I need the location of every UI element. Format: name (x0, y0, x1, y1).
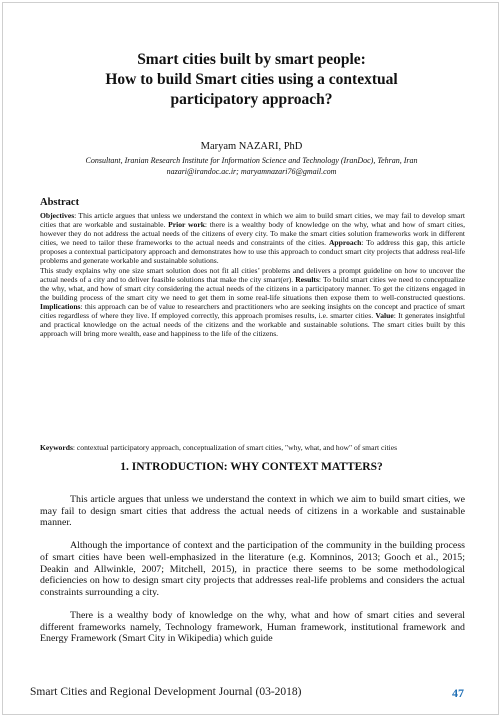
keywords (40, 443, 465, 452)
body-paragraph: Although the importance of context and the participation of the community in the building process of smart cities have been well-emphasized in the literature (e.g. Komninos, 2013; Gooch et al., 2015; Deakin and Allwinkle, 2007; Mitchell, 2015), in practice there seems to be some methodological deficiencies on how to design smart city projects that addresses real-life problems and considers the actual constraints surrounding a city. (40, 540, 465, 598)
abstract-label: Results (295, 274, 319, 284)
abstract-body (40, 211, 465, 338)
abstract-label: Objectives (40, 211, 75, 220)
section-heading: 1. INTRODUCTION: WHY CONTEXT MATTERS? (120, 461, 383, 473)
abstract-text: : To address this gap, this article proposes a contextual participatory approach and demonstrates how to use this approach to conduct smart city projects that address real-life problems and generate workable and sustainable solutions. (40, 238, 465, 266)
keywords-label: Keywords (40, 443, 73, 452)
footer-journal-name: Smart Cities and Regional Development Journal (03-2018) (30, 686, 302, 698)
page-number: 47 (452, 686, 464, 700)
affiliation-text: Consultant, Iranian Research Institute for Information Science and Technology (IranDoc), Tehran, Iran (85, 156, 418, 165)
body-paragraph: There is a wealthy body of knowledge on the why, what and how of smart cities and several different frameworks namely, Technology framework, Human framework, institutional framework and Energy Framework (Smart City in Wikipedia) which guide (40, 609, 465, 645)
abstract-text: : To build smart cities we need to conceptualize the why, what, and how of smart city considering the actual needs of the citizens in a participatory manner. To get the citizens engaged in the building process of the smart city we need to get them in some real-life situations then expose them to well-constructed questions. (40, 274, 465, 302)
body-paragraph: This article argues that unless we understand the context in which we aim to build smart cities, we may fail to design smart cities that address the actual needs of citizens in a workable and sustainable manner. (40, 494, 465, 529)
introduction-body (40, 494, 465, 656)
abstract-label: Implications (40, 301, 81, 311)
abstract-label: Prior work (168, 220, 205, 230)
abstract-text: : It generates insightful and practical knowledge on the actual needs of the citizens and the workable and sustainable solutions. The smart cities built by this approach will bring more wealth, ease and happiness to the life of the citizens. (40, 311, 465, 339)
title-line-2: How to build Smart cities using a contextual (105, 71, 398, 88)
title-line-1: Smart cities built by smart people: (137, 51, 366, 68)
keywords-text: : contextual participatory approach, conceptualization of smart cities, "why, what, and how" of smart cities (72, 443, 398, 452)
abstract-paragraph-1 (40, 211, 465, 266)
abstract-heading: Abstract (40, 197, 80, 208)
abstract-text: This study explains why one size smart solution does not fit all cities’ problems and delivers a prompt guideline on how to uncover the actual needs of a city and to deliver feasible solutions that make the city smart(er). (40, 265, 465, 284)
abstract-paragraph-2 (40, 266, 465, 339)
author-affiliation (30, 155, 473, 177)
author-emails: nazari@irandoc.ac.ir; maryamnazari76@gmail.com (166, 167, 337, 176)
abstract-label: Value (375, 311, 394, 321)
author-name: Maryam NAZARI, PhD (200, 141, 303, 152)
paper-title (30, 50, 473, 110)
title-line-3: participatory approach? (170, 91, 333, 108)
abstract-text: : this approach can be of value to researchers and practitioners who are seeking insights on the concept and practice of smart cities regardless of where they live. If employed correctly, this approach promises results, i.e. smarter cities. (40, 301, 465, 321)
abstract-label: Approach (328, 238, 362, 248)
abstract-text: : This article argues that unless we understand the context in which we aim to build smart cities, we may fail to develop smart cities that are workable and sustainable. (40, 211, 465, 230)
abstract-text: : there is a wealthy body of knowledge on the why, what and how of smart cities, however they do not address the actual needs of the citizens of every city. To make the smart cities solution frameworks work in different cities, we need to tailor these frameworks to the actual needs and constraints of the cities. (40, 220, 465, 248)
